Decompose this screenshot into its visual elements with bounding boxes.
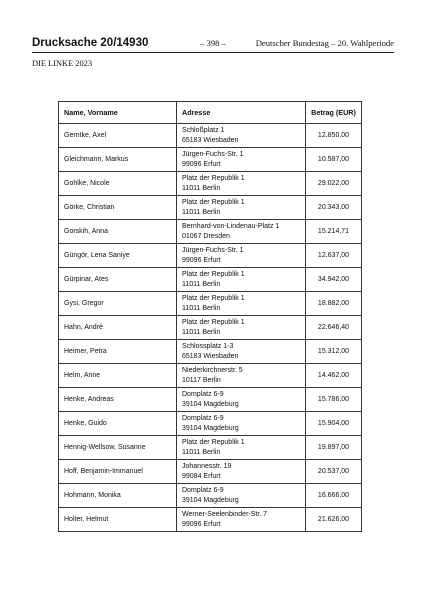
address-street: Platz der Republik 1 xyxy=(182,174,245,182)
table-row xyxy=(59,124,362,148)
address-street: Platz der Republik 1 xyxy=(182,318,245,326)
header-rule xyxy=(32,52,394,53)
amount-cell: 15.786,00 xyxy=(306,388,362,412)
column-header-address: Adresse xyxy=(177,102,306,124)
address-cell xyxy=(177,460,306,484)
address-street: Platz der Republik 1 xyxy=(182,438,245,446)
address-street: Schlossplatz 1-3 xyxy=(182,342,234,350)
address-city: 99096 Erfurt xyxy=(182,520,221,528)
address-cell xyxy=(177,436,306,460)
address-street: Platz der Republik 1 xyxy=(182,270,245,278)
table-row xyxy=(59,316,362,340)
name-cell: Güngör, Lena Saniye xyxy=(59,244,177,268)
amount-cell: 14.462,00 xyxy=(306,364,362,388)
address-city: 99084 Erfurt xyxy=(182,472,221,480)
name-cell: Gürpinar, Ates xyxy=(59,268,177,292)
address-street: Schloßplatz 1 xyxy=(182,126,225,134)
address-cell xyxy=(177,508,306,532)
address-city: 11011 Berlin xyxy=(182,328,221,336)
parliament-label: Deutscher Bundestag – 20. Wahlperiode xyxy=(255,38,394,48)
amount-cell: 20.343,00 xyxy=(306,196,362,220)
table-row xyxy=(59,460,362,484)
page-number: – 398 – xyxy=(200,38,226,48)
address-street: Platz der Republik 1 xyxy=(182,294,245,302)
address-street: Bernhard-von-Lindenau-Platz 1 xyxy=(182,222,280,230)
table-row xyxy=(59,484,362,508)
address-city: 11011 Berlin xyxy=(182,304,221,312)
amount-cell: 15.312,00 xyxy=(306,340,362,364)
amount-cell: 15.214,71 xyxy=(306,220,362,244)
table-header-row xyxy=(59,102,362,124)
amount-cell: 20.537,00 xyxy=(306,460,362,484)
address-cell xyxy=(177,292,306,316)
amount-cell: 21.626,00 xyxy=(306,508,362,532)
address-city: 10117 Berlin xyxy=(182,376,221,384)
name-cell: Henke, Guido xyxy=(59,412,177,436)
table-row xyxy=(59,268,362,292)
address-city: 11011 Berlin xyxy=(182,280,221,288)
column-header-amount: Betrag (EUR) xyxy=(306,102,362,124)
table-row xyxy=(59,148,362,172)
address-cell xyxy=(177,484,306,508)
address-cell xyxy=(177,268,306,292)
address-city: 39104 Magdeburg xyxy=(182,424,239,432)
amount-cell: 16.666,00 xyxy=(306,484,362,508)
table-row xyxy=(59,172,362,196)
amount-cell: 34.942,00 xyxy=(306,268,362,292)
party-year-label: DIE LINKE 2023 xyxy=(32,59,93,68)
donations-table xyxy=(58,101,362,532)
address-city: 65183 Wiesbaden xyxy=(182,136,239,144)
document-number: Drucksache 20/14930 xyxy=(32,37,149,49)
name-cell: Helm, Anne xyxy=(59,364,177,388)
address-cell xyxy=(177,124,306,148)
name-cell: Holter, Helmut xyxy=(59,508,177,532)
name-cell: Gleichmann, Markus xyxy=(59,148,177,172)
address-cell xyxy=(177,244,306,268)
column-header-name: Name, Vorname xyxy=(59,102,177,124)
address-street: Jürgen-Fuchs-Str. 1 xyxy=(182,246,244,254)
table-row xyxy=(59,220,362,244)
name-cell: Henke, Andreas xyxy=(59,388,177,412)
address-city: 99096 Erfurt xyxy=(182,160,221,168)
amount-cell: 19.897,00 xyxy=(306,436,362,460)
address-cell xyxy=(177,196,306,220)
address-street: Domplatz 6-9 xyxy=(182,390,224,398)
address-cell xyxy=(177,364,306,388)
amount-cell: 12.637,00 xyxy=(306,244,362,268)
amount-cell: 18.882,00 xyxy=(306,292,362,316)
address-city: 11011 Berlin xyxy=(182,208,221,216)
name-cell: Gerntke, Axel xyxy=(59,124,177,148)
address-cell xyxy=(177,172,306,196)
name-cell: Hennig-Wellsow, Susanne xyxy=(59,436,177,460)
address-street: Werner-Seelenbinder-Str. 7 xyxy=(182,510,268,518)
address-street: Johannesstr. 19 xyxy=(182,462,232,470)
address-street: Domplatz 6-9 xyxy=(182,414,224,422)
address-street: Domplatz 6-9 xyxy=(182,486,224,494)
amount-cell: 22.646,40 xyxy=(306,316,362,340)
address-street: Jürgen-Fuchs-Str. 1 xyxy=(182,150,244,158)
address-cell xyxy=(177,388,306,412)
address-city: 65183 Wiesbaden xyxy=(182,352,239,360)
amount-cell: 12.850,00 xyxy=(306,124,362,148)
table-row xyxy=(59,292,362,316)
name-cell: Hohmann, Monika xyxy=(59,484,177,508)
name-cell: Heimer, Petra xyxy=(59,340,177,364)
address-city: 39104 Magdeburg xyxy=(182,496,239,504)
amount-cell: 15.904,00 xyxy=(306,412,362,436)
address-street: Niederkirchnerstr. 5 xyxy=(182,366,243,374)
table-row xyxy=(59,340,362,364)
address-city: 11011 Berlin xyxy=(182,448,221,456)
table-row xyxy=(59,196,362,220)
name-cell: Gohlke, Nicole xyxy=(59,172,177,196)
address-cell xyxy=(177,148,306,172)
name-cell: Görke, Christian xyxy=(59,196,177,220)
address-city: 01067 Dresden xyxy=(182,232,230,240)
address-city: 39104 Magdeburg xyxy=(182,400,239,408)
page-header xyxy=(32,37,394,51)
address-cell xyxy=(177,220,306,244)
amount-cell: 29.022,00 xyxy=(306,172,362,196)
address-street: Platz der Republik 1 xyxy=(182,198,245,206)
name-cell: Gorskih, Anna xyxy=(59,220,177,244)
table-row xyxy=(59,244,362,268)
amount-cell: 10.587,00 xyxy=(306,148,362,172)
address-cell xyxy=(177,412,306,436)
table-row xyxy=(59,388,362,412)
address-cell xyxy=(177,340,306,364)
address-city: 99096 Erfurt xyxy=(182,256,221,264)
table-body xyxy=(59,124,362,532)
table-row xyxy=(59,436,362,460)
table-row xyxy=(59,412,362,436)
name-cell: Gysi, Gregor xyxy=(59,292,177,316)
address-city: 11011 Berlin xyxy=(182,184,221,192)
table-row xyxy=(59,508,362,532)
table-row xyxy=(59,364,362,388)
address-cell xyxy=(177,316,306,340)
name-cell: Hahn, André xyxy=(59,316,177,340)
name-cell: Hoff, Benjamin-Immanuel xyxy=(59,460,177,484)
